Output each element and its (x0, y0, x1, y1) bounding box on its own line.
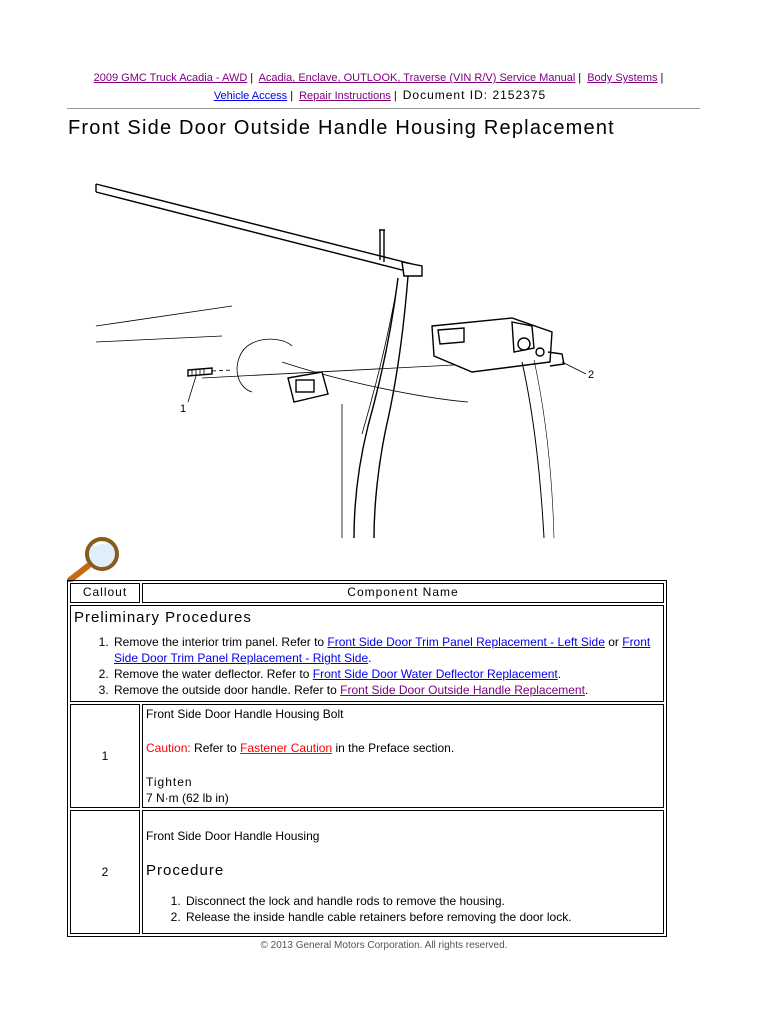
copyright: © 2013 General Motors Corporation. All rights reserved. (260, 940, 508, 951)
page-title: Front Side Door Outside Handle Housing Replacement (68, 117, 615, 139)
document-id: Document ID: 2152375 (402, 88, 547, 102)
door-handle-housing-illustration (92, 166, 638, 538)
breadcrumb-link-vehicle-access[interactable]: Vehicle Access (213, 90, 288, 102)
preliminary-steps (74, 634, 660, 698)
list-item (112, 682, 660, 698)
torque-value: 7 N·m (62 lb in) (146, 791, 229, 805)
table-row (70, 704, 664, 808)
breadcrumb-separator: | (393, 90, 397, 102)
component-table (67, 580, 667, 937)
procedure-steps (146, 893, 660, 925)
breadcrumb-separator: | (660, 72, 664, 84)
breadcrumb-link-vehicle[interactable]: 2009 GMC Truck Acadia - AWD (93, 72, 248, 84)
water-deflector-link[interactable]: Front Side Door Water Deflector Replacement (312, 667, 558, 681)
breadcrumb-link-repair-instructions[interactable]: Repair Instructions (299, 90, 391, 102)
list-item (112, 666, 660, 682)
breadcrumb-link-body-systems[interactable]: Body Systems (587, 72, 658, 84)
step-text: Remove the water deflector. Refer to (114, 667, 313, 681)
preliminary-cell (70, 605, 664, 702)
breadcrumb-separator: | (250, 72, 254, 84)
list-item: 1. Disconnect the lock and handle rods to remove the housing. (184, 893, 660, 909)
step-text: Remove the interior trim panel. Refer to (114, 635, 328, 649)
caution-note (146, 740, 660, 756)
trim-panel-right-link[interactable]: Front Side Door Trim Panel Replacement - Right Side (114, 635, 651, 665)
callout-number: 1 (70, 704, 140, 808)
header-component-name: Component Name (142, 583, 664, 603)
table-row (70, 810, 664, 934)
procedure-title: Procedure (146, 862, 225, 879)
caution-text: in the Preface section. (332, 741, 455, 755)
step-text: Remove the outside door handle. Refer to (114, 683, 341, 697)
step-text: . (584, 683, 589, 697)
breadcrumb-separator: | (290, 90, 294, 102)
component-cell (142, 810, 664, 934)
callout-number: 2 (70, 810, 140, 934)
preliminary-title: Preliminary Procedures (74, 609, 252, 626)
component-name: Front Side Door Handle Housing Bolt (146, 707, 344, 721)
list-item (112, 634, 660, 666)
preliminary-row (70, 605, 664, 702)
table-header-row (70, 583, 664, 603)
breadcrumb-separator: | (578, 72, 582, 84)
caution-text: Refer to (190, 741, 241, 755)
step-text: . (368, 651, 372, 665)
fastener-caution-link[interactable]: Fastener Caution (240, 741, 333, 755)
caution-label: Caution: (146, 741, 191, 755)
list-item: 2. Release the inside handle cable retainers before removing the door lock. (184, 909, 660, 925)
component-name: Front Side Door Handle Housing (146, 829, 320, 843)
callout-label-2: 2 (588, 369, 595, 381)
step-text: or (604, 635, 623, 649)
trim-panel-left-link[interactable]: Front Side Door Trim Panel Replacement - Left Side (327, 635, 605, 649)
magnify-icon[interactable] (66, 536, 126, 582)
breadcrumb (70, 70, 690, 105)
component-cell (142, 704, 664, 808)
step-text: . (557, 667, 562, 681)
header-callout: Callout (70, 583, 140, 603)
divider (67, 108, 700, 109)
breadcrumb-link-service-manual[interactable]: Acadia, Enclave, OUTLOOK, Traverse (VIN R/V) Service Manual (258, 72, 576, 84)
outside-handle-link[interactable]: Front Side Door Outside Handle Replacement (340, 683, 585, 697)
callout-label-1: 1 (180, 403, 187, 415)
tighten-label: Tighten (146, 775, 193, 789)
